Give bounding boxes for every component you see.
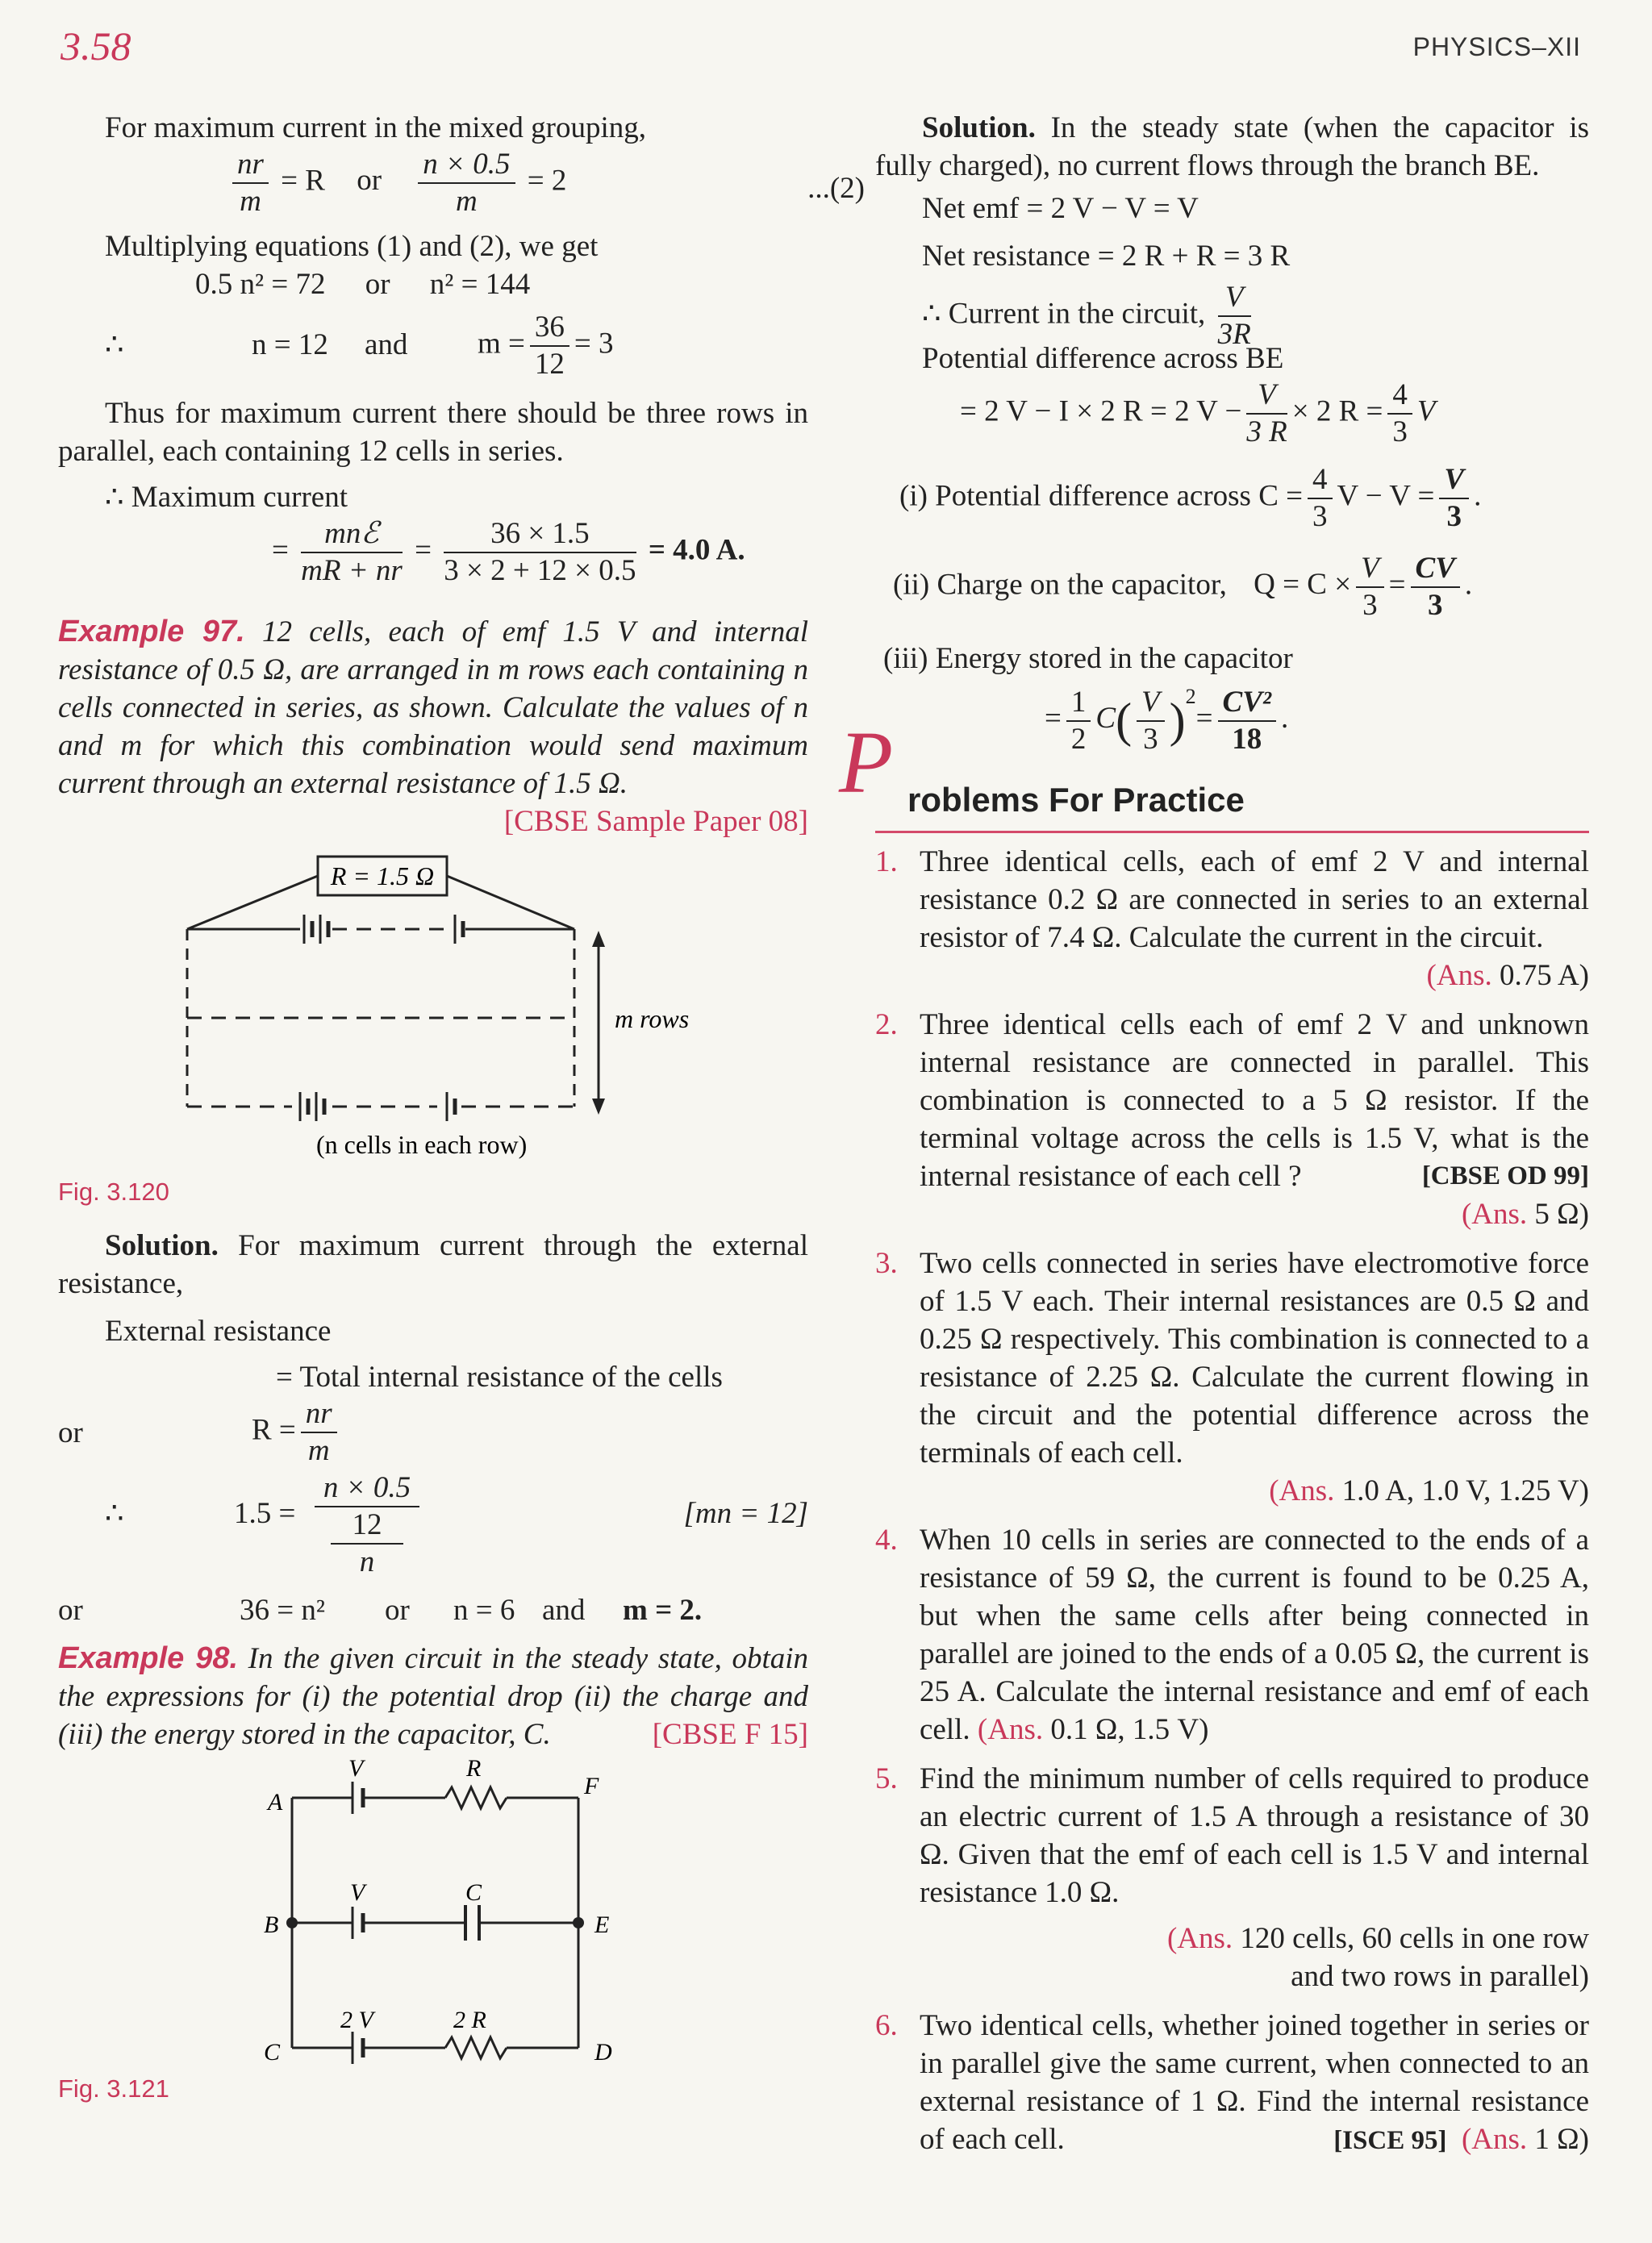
fraction: $\frac{V}{3}$ [1137, 685, 1165, 757]
fraction: $\frac{n \times 0.5}{m}$ [418, 147, 515, 219]
solution-97: Solution. For maximum current through the external resistance, [58, 1229, 808, 1300]
cell-icon [353, 1907, 363, 1939]
equation-2: $\frac{nr}{m}$ = R or $\frac{n \times 0.5}{m}$ = 2 ...(2) [227, 147, 808, 227]
max-current-label: ∴ Maximum current [105, 481, 348, 514]
rows-label: m rows [615, 1004, 690, 1033]
fraction: $\frac{nr}{m}$ [232, 147, 269, 219]
capacitor-C-label: C [465, 1879, 482, 1906]
node-C: C [264, 2039, 281, 2066]
list-item: 4. When 10 cells in series are connected to the ends of a resistance of 59 Ω, the current is found to be 0.25 A, but when the same cells after being connected in parallel are joined to the ends of a 0.05 Ω, the current is 25 A. Calculate the internal resistance and emf of each cell. (Ans. 0.1 Ω, 1.5 V) [875, 1524, 1589, 1746]
list-item: 6. Two identical cells, whether joined together in series or in parallel give the same current, when connected to an external resistance of 1 Ω. Find the internal resistance of each cell. [ISCE 95] (Ans. 1 Ω) [875, 2009, 1589, 2156]
resistor-icon [445, 1787, 507, 1808]
part-iii-label: (iii) Energy stored in the capacitor [883, 642, 1293, 675]
current-equation: ∴ Current in the circuit, $\frac{V}{3R}$ [922, 281, 1251, 351]
fraction: $\frac{1}{2}$ [1066, 685, 1091, 757]
node-F: F [584, 1773, 599, 1799]
pd-across-label: Potential difference across BE [922, 342, 1284, 375]
list-item: 3. Two cells connected in series have electromotive force of 1.5 V each. Their internal resistances are 0.5 Ω and 0.25 Ω respectively. This combination is connected to a resistance of 2.25 Ω. Calculate the current flowing in the circuit and the potential difference across the terminals of each cell. (Ans. 1.0 A, 1.0 V, 1.25 V) [875, 1244, 1589, 1510]
resistor-2R-label: 2 R [453, 2007, 486, 2033]
answer: (Ans. 120 cells, 60 cells in one row [1166, 1922, 1589, 1955]
example-98: Example 98. In the given circuit in the steady state, obtain the expressions for (i) the potential drop (ii) the charge and (iii) the energy stored in the capacitor, C. [CBSE F 15] [58, 1641, 809, 1751]
cells-label: (n cells in each row) [316, 1130, 528, 1159]
fraction: $\frac{\text{mnℰ}}{mR + nr}$ [301, 517, 403, 587]
fraction: $\frac{CV}{3}$ [1411, 551, 1460, 623]
answer: (Ans. 0.1 Ω, 1.5 V) [977, 1713, 1209, 1746]
answer: (Ans. 0.75 A) [1426, 959, 1589, 992]
compound-fraction: n × 0.5 12 n [315, 1470, 419, 1580]
node-E: E [594, 1912, 610, 1938]
source-tag: [ISCE 95] [1333, 2126, 1447, 2155]
external-resistance-label: External resistance [105, 1315, 332, 1348]
cell-icon [455, 915, 463, 944]
multiply-text: Multiplying equations (1) and (2), we get [105, 230, 599, 263]
book-title: PHYSICS–XII [1412, 32, 1581, 61]
solution-98: Solution. In the steady state (when the capacitor is fully charged), no current flows through the branch BE. [875, 111, 1590, 182]
cell-icon [353, 1782, 363, 1814]
pd-equation: = 2 V − I × 2 R = 2 V − $\frac{V}{3 R}$ × 2 R = $\frac{4}{3}$ V [960, 378, 1436, 448]
emf-2V-bottom: 2 V [340, 2007, 373, 2033]
resistor-R-label: R [466, 1755, 482, 1782]
part-i: (i) Potential difference across C = $\frac{4}{3}$ V − V = $\frac{V}{3}$ . [899, 463, 1482, 533]
cell-icon [304, 915, 328, 944]
fraction: $\frac{36 \times 1.5}{3 \times 2 + 12 \times 0.5}$ [444, 517, 636, 587]
equation-1-5: ∴ 1.5 = n × 0.5 12 n [mn = 12] [105, 1471, 808, 1578]
figure-3-121-circuit [58, 1753, 808, 2068]
fraction: $\frac{V}{3 R}$ [1246, 378, 1287, 448]
example-97-source: [CBSE Sample Paper 08] [503, 805, 808, 838]
cell-icon [353, 2032, 363, 2064]
fraction: $\frac{4}{3}$ [1308, 462, 1333, 535]
problem-list [875, 843, 1589, 2158]
emf-V-middle: V [350, 1879, 365, 1906]
fraction: $\frac{\text{CV²}}{18}$ [1218, 685, 1276, 757]
part-iii-equation: = $\frac{1}{2}$ C( $\frac{V}{3}$ )$^2$= $\frac{\text{CV²}}{18}$ . [1045, 685, 1289, 756]
max-current-equation: = $\frac{\text{mnℰ}}{mR + nr}$ = $\frac{36 \times 1.5}{3 \times 2 + 12 \times 0.5}$ = 4.0 A. [272, 517, 745, 587]
cell-icon [447, 1092, 455, 1121]
node-A: A [268, 1789, 283, 1816]
problems-heading-text: roblems For Practice [907, 781, 1245, 819]
list-item: 1. Three identical cells, each of emf 2 V and internal resistance 0.2 Ω are connected in series to an external resistor of 7.4 Ω. Calculate the current in the circuit. (Ans. 0.75 A) [875, 843, 1589, 994]
equation-ref: ...(2) [807, 172, 865, 205]
equation-R: or R = $\frac{nr}{m}$ [58, 1396, 808, 1470]
part-ii: (ii) Charge on the capacitor, Q = C × $\frac{V}{3}$ = $\frac{CV}{3}$ . [893, 552, 1473, 622]
fraction: $\frac{V}{3R}$ [1217, 281, 1251, 351]
figure-3-120-circuit [58, 840, 808, 1163]
fraction: $\frac{nr}{m}$ [301, 1396, 337, 1469]
intro-text: For maximum current in the mixed grouping, [105, 111, 647, 144]
figure-3-120-caption: Fig. 3.120 [58, 1178, 169, 1206]
fraction: $\frac{V}{3}$ [1356, 551, 1384, 623]
left-column [58, 109, 865, 2108]
problems-heading-initial: P [839, 713, 894, 811]
capacitor-icon [465, 1905, 479, 1941]
answer: (Ans. 5 Ω) [1461, 1198, 1589, 1231]
example-97: Example 97. 12 cells, each of emf 1.5 V and internal resistance of 0.5 Ω, are arranged in m rows each containing n cells connected in series, as shown. Calculate the values of n and m for which this combination would send maximum current through an external resistance of 1.5 Ω. [58, 615, 808, 800]
fraction: $\frac{V}{3}$ [1439, 462, 1469, 535]
answer: (Ans. 1.0 A, 1.0 V, 1.25 V) [1269, 1474, 1589, 1507]
right-column [839, 109, 1590, 2170]
source-tag: [CBSE OD 99] [1421, 1161, 1589, 1190]
resistor-icon [445, 2037, 507, 2058]
figure-3-121-caption: Fig. 3.121 [58, 2074, 169, 2103]
thus-text: Thus for maximum current there should be three rows in parallel, each containing 12 cells in series. [58, 397, 808, 468]
equation-36: or 36 = n² or n = 6 and m = 2. [58, 1594, 703, 1627]
cell-icon [300, 1092, 324, 1121]
net-resistance: Net resistance = 2 R + R = 3 R [922, 240, 1291, 273]
net-emf: Net emf = 2 V − V = V [922, 192, 1199, 225]
emf-V-top: V [348, 1755, 364, 1782]
fraction: $\frac{4}{3}$ [1387, 377, 1412, 450]
page-number: 3.58 [60, 23, 131, 69]
equation-4: ∴ n = 12 and m = $\frac{36}{12}$ = 3 [105, 311, 614, 381]
resistance-label: R = 1.5 Ω [330, 861, 435, 890]
answer-continued: and two rows in parallel) [1291, 1960, 1589, 1993]
node-B: B [264, 1912, 279, 1938]
equation-3: 0.5 n² = 72 or n² = 144 [195, 268, 531, 301]
fraction: $\frac{36}{12}$ [530, 310, 569, 382]
list-item: 2. Three identical cells each of emf 2 V and unknown internal resistance are connected in parallel. This combination is connected to a 5 Ω resistor. If the terminal voltage across the cells is 1.5 V, what is the internal resistance of each cell ? [CBSE OD 99] (Ans. 5 Ω) [875, 1006, 1589, 1233]
list-item: 5. Find the minimum number of cells required to produce an electric current of 1.5 A through a resistance of 30 Ω. Given that the emf of each cell is 1.5 V and internal resistance 1.0 Ω. (Ans. 120 cells, 60 cells in one row and two rows in parallel) [875, 1760, 1589, 1995]
total-internal-resistance: = Total internal resistance of the cells [276, 1361, 723, 1394]
node-D: D [594, 2039, 612, 2066]
